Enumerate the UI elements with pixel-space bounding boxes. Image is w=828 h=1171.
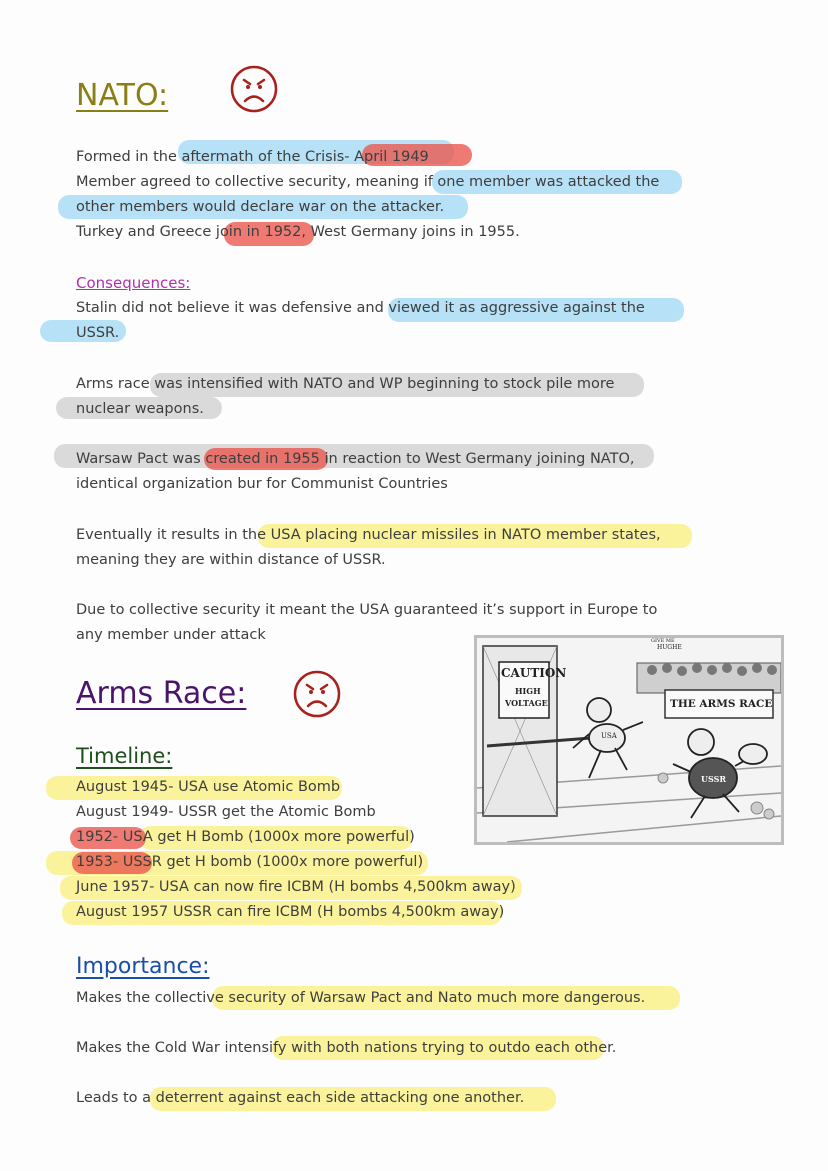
timeline-item-4: 1953- USSR get H bomb (1000x more powerful) [76, 854, 424, 870]
timeline-item-1: August 1945- USA use Atomic Bomb [76, 779, 341, 795]
timeline-item-5: June 1957- USA can now fire ICBM (H bombs 4,500km away) [76, 879, 516, 895]
importance-line-1: Makes the collective security of Warsaw Pact and Nato much more dangerous. [76, 990, 646, 1006]
timeline-heading: Timeline: [76, 744, 173, 768]
arms-race-banner-text: THE ARMS RACE [670, 698, 773, 710]
importance-heading: Importance: [76, 954, 210, 979]
sad-face-icon [292, 669, 342, 719]
consequence-line-4: nuclear weapons. [76, 401, 204, 417]
consequences-heading: Consequences: [76, 274, 191, 292]
consequence-line-1: Stalin did not believe it was defensive and viewed it as aggressive against the [76, 300, 645, 316]
usa-runner-label: USA [601, 732, 617, 740]
nato-line-2: Member agreed to collective security, meaning if one member was attacked the [76, 174, 660, 190]
consequence-line-9: Due to collective security it meant the USA guaranteed it’s support in Europe to [76, 602, 658, 618]
consequence-line-7: Eventually it results in the USA placing nuclear missiles in NATO member states, [76, 527, 661, 543]
consequence-line-10: any member under attack [76, 627, 266, 643]
cartoon-signature-2: HUGHE [657, 644, 682, 651]
timeline-item-2: August 1949- USSR get the Atomic Bomb [76, 804, 376, 820]
nato-line-1: Formed in the aftermath of the Crisis- April 1949 [76, 149, 429, 165]
consequence-line-2: USSR. [76, 325, 120, 341]
consequence-line-5: Warsaw Pact was created in 1955 in reaction to West Germany joining NATO, [76, 451, 635, 467]
nato-heading: NATO: [76, 78, 169, 113]
voltage-sign-text: VOLTAGE [505, 698, 548, 708]
nato-line-4: Turkey and Greece join in 1952, West Germany joins in 1955. [76, 224, 520, 240]
arms-race-heading: Arms Race: [76, 676, 247, 711]
caution-sign-text: CAUTION [501, 666, 567, 680]
sad-face-icon [229, 64, 279, 114]
timeline-item-6: August 1957 USSR can fire ICBM (H bombs 4,500km away) [76, 904, 505, 920]
consequence-line-3: Arms race was intensified with NATO and WP beginning to stock pile more [76, 376, 615, 392]
arms-race-cartoon [474, 635, 784, 845]
consequence-line-6: identical organization bur for Communist Countries [76, 476, 448, 492]
high-sign-text: HIGH [515, 686, 541, 696]
cartoon-signature-1: GIVE ME [651, 638, 675, 644]
nato-line-3: other members would declare war on the attacker. [76, 199, 445, 215]
importance-line-2: Makes the Cold War intensify with both nations trying to outdo each other. [76, 1040, 617, 1056]
ussr-runner-label: USSR [701, 774, 727, 784]
timeline-item-3: 1952- USA get H Bomb (1000x more powerful) [76, 829, 415, 845]
consequence-line-8: meaning they are within distance of USSR. [76, 552, 386, 568]
importance-line-3: Leads to a deterrent against each side attacking one another. [76, 1090, 525, 1106]
